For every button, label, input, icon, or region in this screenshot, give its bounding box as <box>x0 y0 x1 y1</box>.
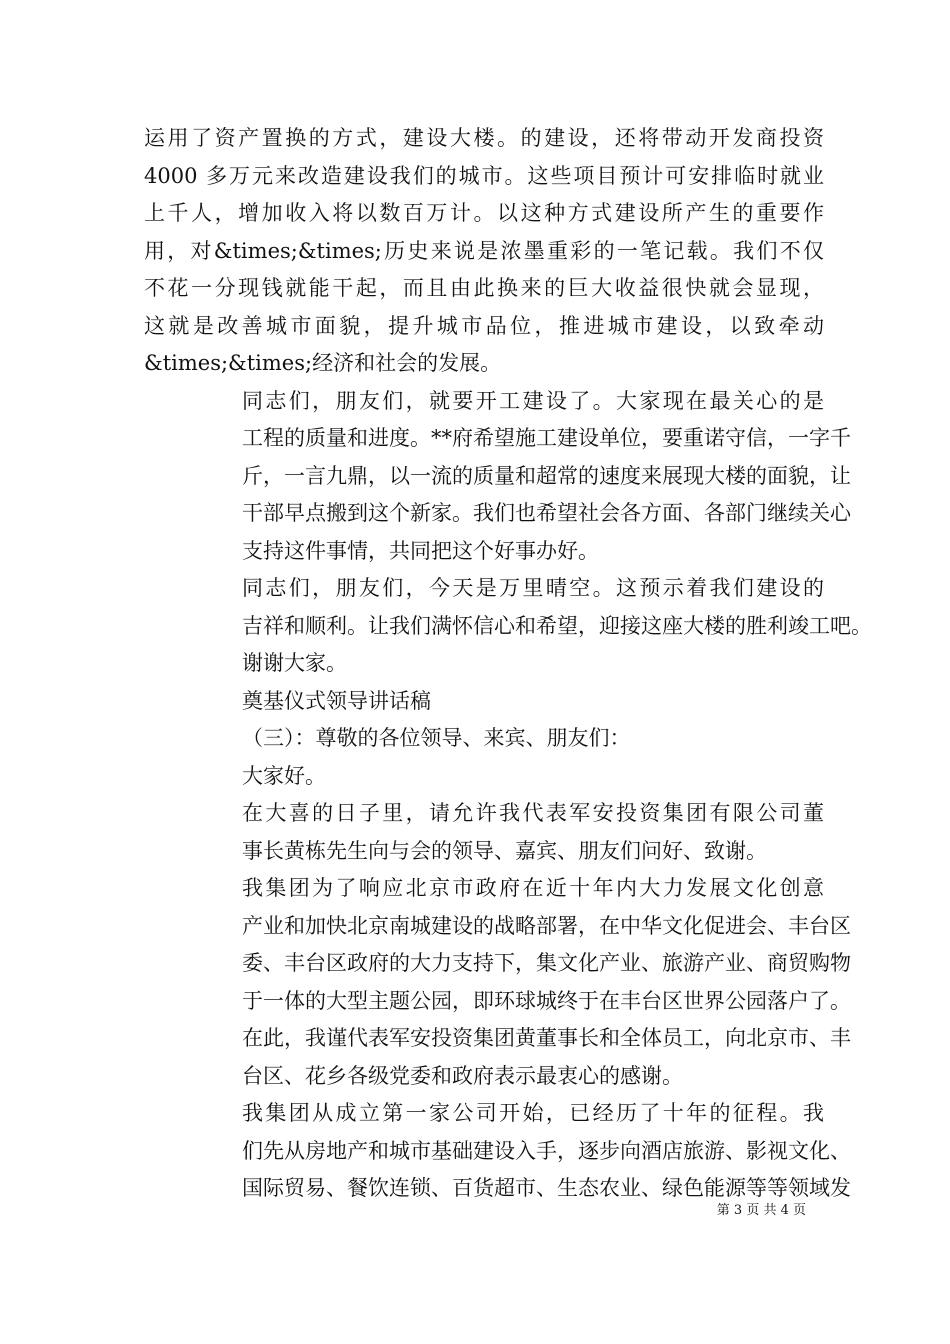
text-line: 们先从房地产和城市基础建设入手，逐步向酒店旅游、影视文化、 <box>242 1138 851 1163</box>
paragraph <box>144 120 824 383</box>
text-line: 大家好。 <box>242 763 326 788</box>
text-line: （三）：尊敬的各位领导、来宾、朋友们： <box>242 726 631 750</box>
text-line: 这就是改善城市面貌，提升城市品位，推进城市建设，以致牵动 <box>144 313 824 338</box>
page-footer <box>600 1202 806 1220</box>
paragraph <box>144 795 824 870</box>
text-line: 在大喜的日子里，请允许我代表军安投资集团有限公司董 <box>242 801 824 825</box>
text-line: 于一体的大型主题公园，即环球城终于在丰台区世界公园落户了。 <box>242 988 851 1013</box>
text-line: 在此，我谨代表军安投资集团黄董事长和全体员工，向北京市、丰 <box>242 1026 851 1050</box>
text-line: 产业和加快北京南城建设的战略部署，在中华文化促进会、丰台区 <box>242 913 851 938</box>
paragraph <box>144 645 824 683</box>
text-line: 4000 多万元来改造建设我们的城市。这些项目预计可安排临时就业 <box>144 163 824 188</box>
text-line: 用，对&times;&times;历史来说是浓墨重彩的一笔记载。我们不仅 <box>144 238 824 263</box>
text-line: 斤，一言九鼎，以一流的质量和超常的速度来展现大楼的面貌，让 <box>242 463 851 488</box>
paragraph <box>144 683 824 721</box>
paragraph <box>144 758 824 796</box>
paragraph <box>144 383 851 571</box>
text-line: 工程的质量和进度。**府希望施工建设单位，要重诺守信，一字千 <box>242 426 851 450</box>
text-line: 上千人，增加收入将以数百万计。以这种方式建设所产生的重要作 <box>144 201 824 225</box>
text-line: 谢谢大家。 <box>242 651 347 675</box>
paragraph <box>144 1095 851 1208</box>
text-line: 干部早点搬到这个新家。我们也希望社会各方面、各部门继续关心 <box>242 501 851 525</box>
text-line: 运用了资产置换的方式，建设大楼。的建设，还将带动开发商投资 <box>144 126 824 150</box>
text-line: 同志们，朋友们，就要开工建设了。大家现在最关心的是 <box>242 388 824 413</box>
page-number-label: 第 3 页 共 4 页 <box>716 1203 806 1218</box>
text-line: 同志们，朋友们，今天是万里晴空。这预示着我们建设的 <box>242 576 824 600</box>
paragraph <box>144 570 872 645</box>
text-line: 不花一分现钱就能干起，而且由此换来的巨大收益很快就会显现， <box>144 276 824 300</box>
text-line: 我集团从成立第一家公司开始，已经历了十年的征程。我 <box>242 1101 824 1125</box>
text-line: 事长黄栋先生向与会的领导、嘉宾、朋友们问好、致谢。 <box>242 838 767 863</box>
document-body <box>144 120 872 1208</box>
text-line: 奠基仪式领导讲话稿 <box>242 688 431 713</box>
paragraph <box>144 870 851 1095</box>
paragraph <box>144 720 824 758</box>
text-line: 委、丰台区政府的大力支持下，集文化产业、旅游产业、商贸购物 <box>242 951 851 975</box>
text-line: 我集团为了响应北京市政府在近十年内大力发展文化创意 <box>242 876 824 900</box>
text-line: 吉祥和顺利。让我们满怀信心和希望，迎接这座大楼的胜利竣工吧。 <box>242 613 872 638</box>
text-line: 支持这件事情，共同把这个好事办好。 <box>242 538 599 563</box>
text-line: 台区、花乡各级党委和政府表示最衷心的感谢。 <box>242 1063 683 1088</box>
text-line: 国际贸易、餐饮连锁、百货超市、生态农业、绿色能源等等领域发 <box>242 1176 851 1200</box>
text-line: &times;&times;经济和社会的发展。 <box>144 351 502 375</box>
